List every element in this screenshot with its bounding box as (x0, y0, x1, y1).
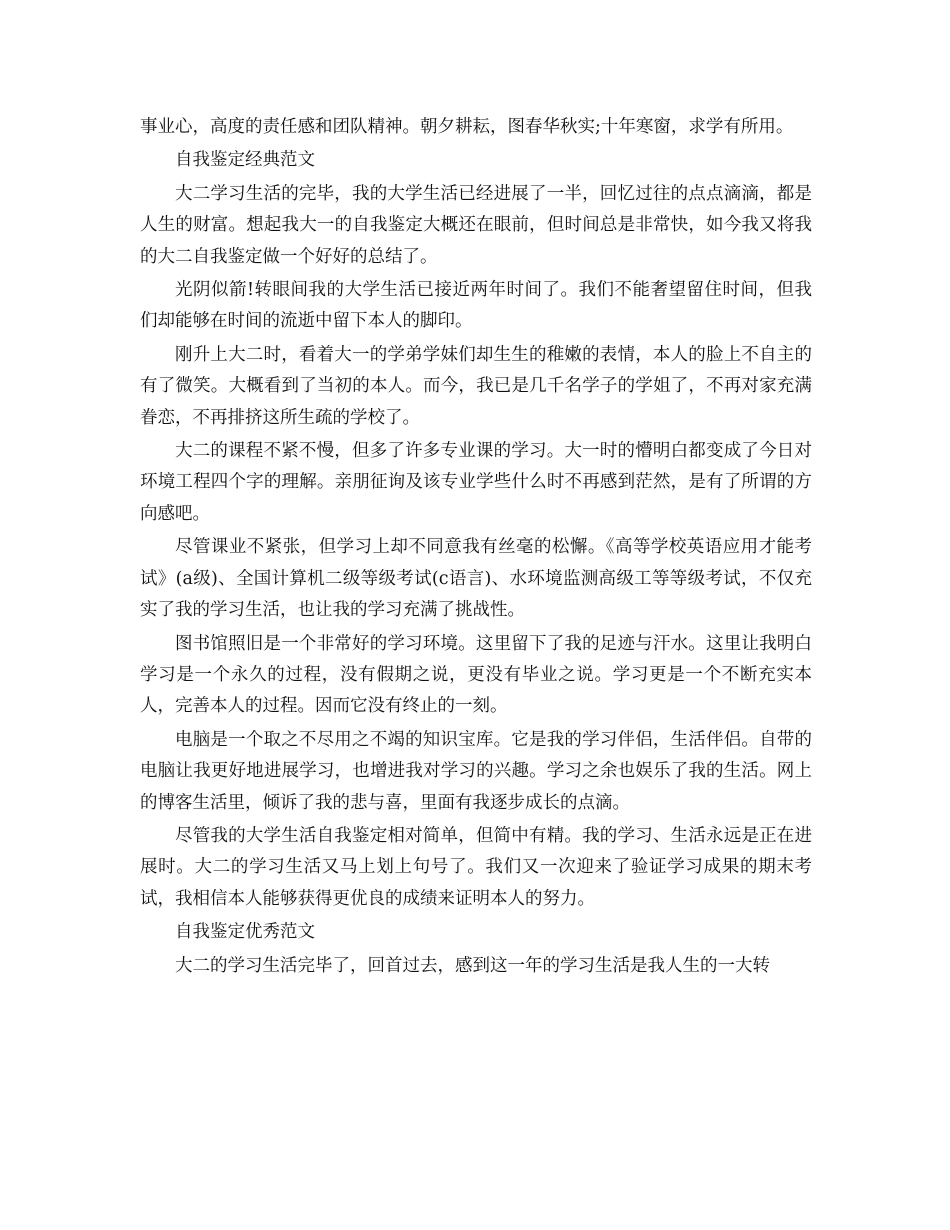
section-heading-classic: 自我鉴定经典范文 (175, 150, 315, 171)
paragraph: 尽管我的大学生活自我鉴定相对简单，但简中有精。我的学习、生活永远是正在进展时。大二的学习生活又马上划上句号了。我们又一次迎来了验证学习成果的期末考试，我相信本人能够获得更优良的成绩来证明本人的努力。 (140, 825, 812, 909)
paragraph: 电脑是一个取之不尽用之不竭的知识宝库。它是我的学习伴侣，生活伴侣。自带的电脑让我更好地进展学习，也增进我对学习的兴趣。学习之余也娱乐了我的生活。网上的博客生活里，倾诉了我的悲与喜，里面有我逐步成长的点滴。 (140, 729, 812, 813)
paragraph: 刚升上大二时，看着大一的学弟学妹们却生生的稚嫩的表情，本人的脸上不自主的有了微笑。大概看到了当初的本人。而今，我已是几千名学子的学姐了，不再对家充满眷恋，不再排挤这所生疏的学校了。 (140, 344, 812, 428)
paragraph: 光阴似箭!转眼间我的大学生活已接近两年时间了。我们不能奢望留住时间，但我们却能够在时间的流逝中留下本人的脚印。 (140, 280, 812, 332)
paragraph-continuation: 事业心，高度的责任感和团队精神。朝夕耕耘，图春华秋实;十年寒窗，求学有所用。 (140, 117, 794, 137)
document-body (140, 112, 812, 984)
paragraph: 大二的课程不紧不慢，但多了许多专业课的学习。大一时的懵明白都变成了今日对环境工程四个字的理解。亲朋征询及该专业学些什么时不再感到茫然，是有了所谓的方向感吧。 (140, 441, 812, 524)
section-heading-excellent: 自我鉴定优秀范文 (175, 922, 315, 943)
paragraph: 图书馆照旧是一个非常好的学习环境。这里留下了我的足迹与汗水。这里让我明白学习是一个永久的过程，没有假期之说，更没有毕业之说。学习更是一个不断充实本人，完善本人的过程。因而它没有终止的一刻。 (140, 633, 812, 717)
paragraph: 大二的学习生活完毕了，回首过去，感到这一年的学习生活是我人生的一大转 (175, 955, 770, 976)
paragraph: 大二学习生活的完毕，我的大学生活已经进展了一半，回忆过往的点点滴滴，都是人生的财富。想起我大一的自我鉴定大概还在眼前，但时间总是非常快，如今我又将我的大二自我鉴定做一个好好的总结了。 (140, 183, 812, 267)
paragraph: 尽管课业不紧张，但学习上却不同意我有丝毫的松懈。《高等学校英语应用才能考试》(a级)、全国计算机二级等级考试(c语言)、水环境监测高级工等等级考试，不仅充实了我的学习生活，也让我的学习充满了挑战性。 (140, 537, 812, 621)
